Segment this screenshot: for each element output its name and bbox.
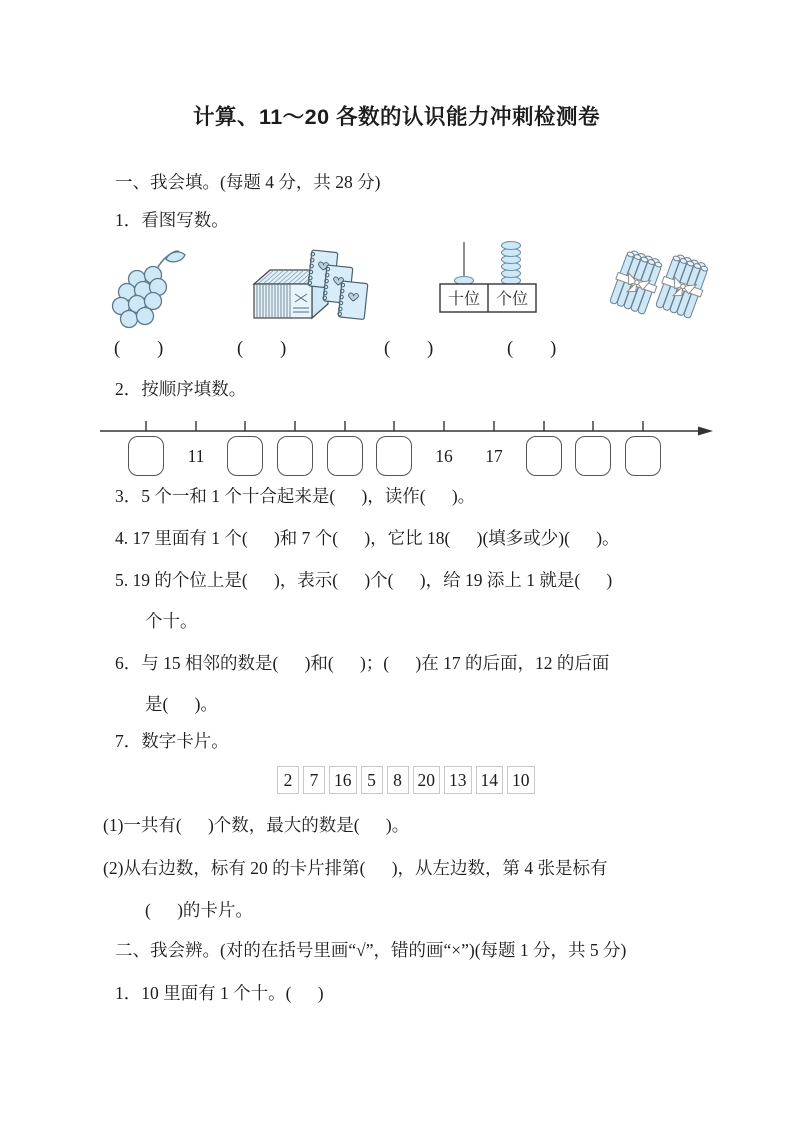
- number-card: 2: [277, 766, 299, 794]
- question-6-line-2: 是( )。: [145, 694, 218, 714]
- number-line-blank-box: [526, 436, 562, 476]
- question-2-label: 2．按顺序填数。: [115, 379, 247, 399]
- stick-bundles-icon: [610, 242, 712, 326]
- number-card: 7: [303, 766, 325, 794]
- number-card: 13: [444, 766, 472, 794]
- question-7-sub-2-line-1: (2)从右边数，标有 20 的卡片排第( )，从左边数，第 4 张是标有: [103, 858, 608, 878]
- grapes-icon: [108, 246, 190, 334]
- number-card: 10: [507, 766, 535, 794]
- number-line: [100, 413, 716, 487]
- answer-blank-bundles: ( ): [507, 339, 557, 359]
- answer-blank-grapes: ( ): [114, 339, 164, 359]
- books-and-notebooks-icon: [246, 248, 371, 333]
- arrowhead-icon: [698, 427, 713, 436]
- number-card: 20: [413, 766, 441, 794]
- section-1-heading: 一、我会填。(每题 4 分，共 28 分): [115, 172, 381, 192]
- place-value-abacus-icon: [437, 240, 539, 318]
- question-4: 4. 17 里面有 1 个( )和 7 个( )，它比 18( )(填多或少)( )。: [115, 528, 620, 548]
- question-1-label: 1．看图写数。: [115, 210, 229, 230]
- number-card: 16: [329, 766, 357, 794]
- section-2-heading: 二、我会辨。(对的在括号里画“√”，错的画“×”)(每题 1 分，共 5 分): [115, 940, 627, 960]
- number-card: 5: [361, 766, 383, 794]
- number-line-blank-box: [625, 436, 661, 476]
- question-7-sub-1: (1)一共有( )个数，最大的数是( )。: [103, 815, 410, 835]
- number-line-blank-box: [575, 436, 611, 476]
- question-7-sub-2-line-2: ( )的卡片。: [145, 900, 253, 920]
- number-line-label-17: 17: [485, 446, 503, 466]
- question-7-label: 7．数字卡片。: [115, 731, 229, 751]
- number-line-blank-box: [227, 436, 263, 476]
- tens-bead: [455, 277, 474, 285]
- number-line-blank-box: [128, 436, 164, 476]
- number-line-blank-box: [277, 436, 313, 476]
- answer-blank-abacus: ( ): [384, 339, 434, 359]
- number-line-blank-box: [376, 436, 412, 476]
- section-2-question-1: 1．10 里面有 1 个十。( ): [115, 983, 324, 1003]
- question-3: 3．5 个一和 1 个十合起来是( )，读作( )。: [115, 486, 476, 506]
- question-6-line-1: 6．与 15 相邻的数是( )和( )；( )在 17 的后面，12 的后面: [115, 653, 610, 673]
- number-line-label-11: 11: [187, 446, 205, 466]
- number-line-label-16: 16: [435, 446, 453, 466]
- question-5-line-2: 个十。: [145, 611, 198, 631]
- ones-place-label: 个位: [495, 291, 529, 308]
- number-cards: [277, 766, 535, 794]
- number-line-blank-box: [327, 436, 363, 476]
- page-title: 计算、11〜20 各数的认识能力冲刺检测卷: [192, 105, 601, 129]
- tens-place-label: 十位: [447, 291, 481, 308]
- answer-blank-books: ( ): [237, 339, 287, 359]
- ones-beads: [502, 242, 521, 285]
- question-5-line-1: 5. 19 的个位上是( )，表示( )个( )，给 19 添上 1 就是( ): [115, 570, 613, 590]
- number-card: 14: [476, 766, 504, 794]
- number-card: 8: [387, 766, 409, 794]
